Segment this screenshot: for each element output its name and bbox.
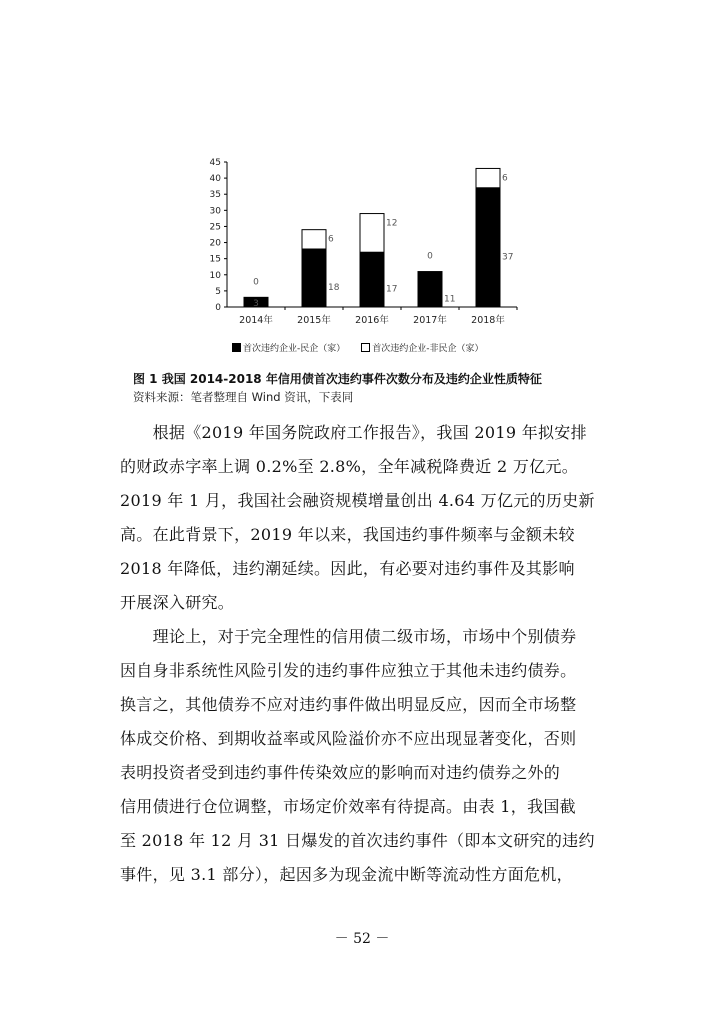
page-number: － 52 － [334,931,390,947]
data-label: 6 [502,173,508,184]
x-tick-label: 2015年 [297,315,331,326]
data-label: 0 [427,251,433,262]
body-line: 事件，见 3.1 部分），起因多为现金流中断等流动性方面危机， [120,865,573,884]
data-label: 11 [444,294,456,305]
x-tick-label: 2018年 [471,315,505,326]
data-label: 6 [328,234,334,245]
y-tick-label: 20 [209,238,221,249]
figure-source: 资料来源：笔者整理自 Wind 资讯，下表同 [133,390,354,404]
bar-private [476,188,500,307]
y-tick-label: 10 [209,270,221,281]
y-tick-label: 40 [209,174,221,185]
x-axis [227,307,517,326]
body-line: 根据《2019 年国务院政府工作报告》，我国 2019 年拟安排 [120,423,587,442]
body-line: 2019 年 1 月，我国社会融资规模增量创出 4.64 万亿元的历史新 [120,491,595,510]
y-tick-label: 5 [215,286,221,297]
bar-nonprivate [360,214,384,253]
data-label: 18 [328,283,340,293]
x-tick-label: 2016年 [355,315,389,326]
legend-item-private [232,341,345,354]
legend-swatch-white [361,343,370,352]
bar-private [360,252,384,307]
body-line: 因自身非系统性风险引发的违约事件应独立于其他未违约债券。 [120,661,577,680]
figure-caption: 图 1 我国 2014-2018 年信用债首次违约事件次数分布及违约企业性质特征 [133,372,542,386]
y-tick-label: 0 [215,303,221,313]
body-line: 高。在此背景下，2019 年以来，我国违约事件频率与金额未较 [120,525,575,544]
data-label: 37 [502,252,514,263]
bar-nonprivate [302,230,326,249]
legend-label-private: 首次违约企业-民企（家） [243,344,346,354]
data-label: 17 [386,284,398,295]
y-tick-label: 25 [209,222,221,233]
y-tick-label: 35 [209,190,221,201]
y-tick-label: 15 [209,254,221,265]
body-line: 信用债进行仓位调整，市场定价效率有待提高。由表 1，我国截 [120,797,576,816]
bar-series [244,168,513,309]
body-line: 体成交价格、到期收益率或风险溢价亦不应出现显著变化，否则 [120,729,577,748]
body-line: 表明投资者受到违约事件传染效应的影响而对违约债券之外的 [120,763,561,782]
legend-item-nonprivate [361,341,483,354]
body-line: 开展深入研究。 [120,593,235,612]
legend-label-nonprivate: 首次违约企业-非民企（家） [372,344,484,354]
data-label: 3 [253,299,259,309]
body-line: 至 2018 年 12 月 31 日爆发的首次违约事件（即本文研究的违约 [120,831,595,850]
body-line: 换言之，其他债券不应对违约事件做出明显反应，因而全市场整 [120,695,577,714]
chart-legend [232,341,484,354]
bar-nonprivate [476,168,500,187]
body-line: 理论上，对于完全理性的信用债二级市场，市场中个别债券 [120,627,577,646]
body-line: 2018 年降低，违约潮延续。因此，有必要对违约事件及其影响 [120,559,575,578]
y-tick-label: 45 [209,158,221,168]
x-tick-label: 2014年 [239,315,273,326]
bar-private [302,249,326,307]
x-tick-label: 2017年 [413,315,447,326]
y-axis [210,158,227,313]
data-label: 0 [253,277,259,288]
legend-swatch-black [232,343,241,352]
bar-chart [195,150,535,338]
bar-private [418,272,442,307]
y-tick-label: 30 [209,206,221,217]
data-label: 12 [386,218,398,229]
body-line: 的财政赤字率上调 0.2%至 2.8%，全年减税降费近 2 万亿元。 [120,457,579,476]
